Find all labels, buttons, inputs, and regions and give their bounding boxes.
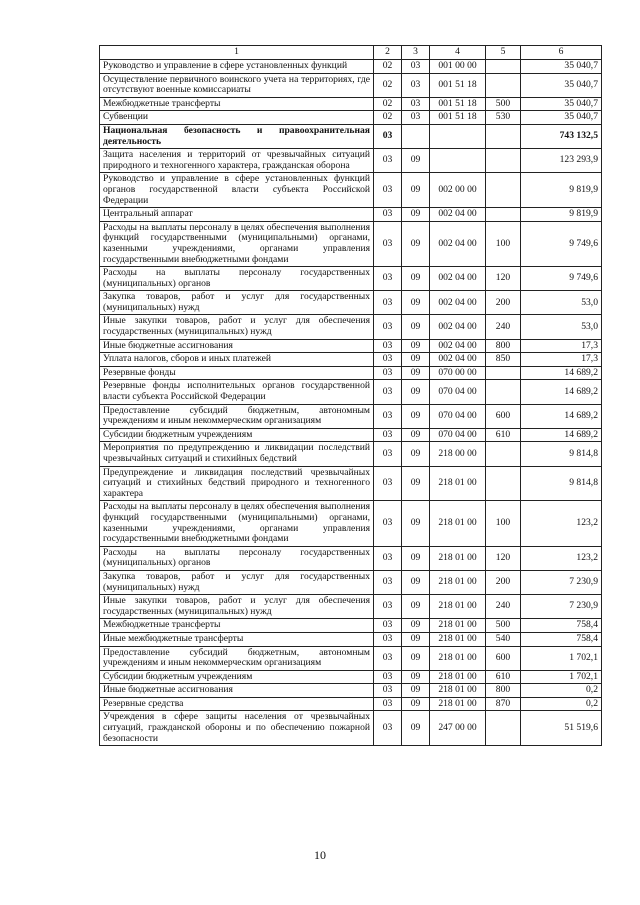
expense-type-cell: 100 [486,221,521,266]
section-code-cell: 03 [374,221,402,266]
section-code-cell: 03 [374,442,402,466]
amount-cell: 123,2 [521,546,602,570]
target-article-cell: 002 04 00 [430,221,486,266]
row-name-cell: Расходы на выплаты персоналу государственных (муниципальных) органов [100,267,374,291]
subsection-code-cell: 09 [402,366,430,380]
expense-type-cell: 500 [486,619,521,633]
table-row [100,466,602,501]
target-article-cell: 070 04 00 [430,380,486,404]
table-row [100,711,602,746]
target-article-cell: 070 04 00 [430,404,486,428]
expense-type-cell: 500 [486,97,521,111]
expense-type-cell: 600 [486,646,521,670]
row-name-cell: Национальная безопасность и правоохранительная деятельность [100,124,374,148]
target-article-cell: 218 01 00 [430,595,486,619]
section-code-cell: 03 [374,646,402,670]
amount-cell: 53,0 [521,315,602,339]
target-article-cell: 001 00 00 [430,60,486,74]
target-article-cell: 001 51 18 [430,73,486,97]
row-name-cell: Межбюджетные трансферты [100,619,374,633]
table-row [100,97,602,111]
amount-cell: 51 519,6 [521,711,602,746]
column-header: 2 [374,46,402,60]
target-article-cell: 218 01 00 [430,570,486,594]
expense-type-cell: 530 [486,111,521,125]
amount-cell: 14 689,2 [521,404,602,428]
expense-type-cell [486,73,521,97]
target-article-cell [430,149,486,173]
expense-type-cell: 200 [486,570,521,594]
row-name-cell: Расходы на выплаты персоналу государственных (муниципальных) органов [100,546,374,570]
table-row [100,684,602,698]
target-article-cell: 002 04 00 [430,267,486,291]
amount-cell: 9 819,9 [521,173,602,208]
expense-type-cell [486,711,521,746]
section-code-cell: 03 [374,173,402,208]
row-name-cell: Межбюджетные трансферты [100,97,374,111]
section-code-cell: 02 [374,60,402,74]
section-code-cell: 02 [374,97,402,111]
target-article-cell: 002 04 00 [430,339,486,353]
section-code-cell: 03 [374,697,402,711]
amount-cell: 123,2 [521,501,602,546]
amount-cell: 7 230,9 [521,570,602,594]
table-row [100,428,602,442]
subsection-code-cell: 09 [402,208,430,222]
section-code-cell: 03 [374,684,402,698]
expense-type-cell: 240 [486,595,521,619]
column-header: 6 [521,46,602,60]
table-row [100,291,602,315]
amount-cell: 9 819,9 [521,208,602,222]
row-name-cell: Мероприятия по предупреждению и ликвидации последствий чрезвычайных ситуаций и стихийных бедствий [100,442,374,466]
table-row [100,124,602,148]
expense-type-cell: 600 [486,404,521,428]
expense-type-cell: 610 [486,670,521,684]
amount-cell: 0,2 [521,697,602,711]
row-name-cell: Расходы на выплаты персоналу в целях обеспечения выполнения функций государственными (муниципальными) органами, казенными учреждениями, органами управления государственными внебюджетными фондами [100,221,374,266]
row-name-cell: Закупка товаров, работ и услуг для государственных (муниципальных) нужд [100,291,374,315]
section-code-cell: 03 [374,366,402,380]
expense-type-cell [486,380,521,404]
table-row [100,595,602,619]
expense-type-cell: 200 [486,291,521,315]
amount-cell: 0,2 [521,684,602,698]
amount-cell: 9 749,6 [521,221,602,266]
target-article-cell: 218 01 00 [430,684,486,698]
expense-type-cell: 870 [486,697,521,711]
section-code-cell: 03 [374,595,402,619]
target-article-cell: 001 51 18 [430,97,486,111]
row-name-cell: Осуществление первичного воинского учета на территориях, где отсутствуют военные комиссариаты [100,73,374,97]
expense-type-cell: 800 [486,684,521,698]
amount-cell: 35 040,7 [521,60,602,74]
section-code-cell: 03 [374,546,402,570]
table-row [100,111,602,125]
subsection-code-cell: 09 [402,711,430,746]
expense-type-cell [486,442,521,466]
target-article-cell: 218 01 00 [430,632,486,646]
subsection-code-cell: 09 [402,315,430,339]
amount-cell: 35 040,7 [521,73,602,97]
column-header: 3 [402,46,430,60]
target-article-cell: 001 51 18 [430,111,486,125]
amount-cell: 14 689,2 [521,366,602,380]
row-name-cell: Иные закупки товаров, работ и услуг для обеспечения государственных (муниципальных) нужд [100,315,374,339]
table-row [100,619,602,633]
target-article-cell: 218 00 00 [430,442,486,466]
subsection-code-cell: 09 [402,595,430,619]
amount-cell: 1 702,1 [521,670,602,684]
subsection-code-cell: 09 [402,697,430,711]
subsection-code-cell: 09 [402,619,430,633]
row-name-cell: Предоставление субсидий бюджетным, автономным учреждениям и иным некоммерческим организациям [100,646,374,670]
target-article-cell: 002 04 00 [430,208,486,222]
table-row [100,366,602,380]
expense-type-cell [486,466,521,501]
subsection-code-cell: 09 [402,380,430,404]
expense-type-cell [486,208,521,222]
amount-cell: 14 689,2 [521,428,602,442]
page-number: 10 [314,848,326,862]
subsection-code-cell: 09 [402,428,430,442]
amount-cell: 123 293,9 [521,149,602,173]
row-name-cell: Предоставление субсидий бюджетным, автономным учреждениям и иным некоммерческим организациям [100,404,374,428]
section-code-cell: 03 [374,501,402,546]
section-code-cell: 03 [374,711,402,746]
target-article-cell [430,124,486,148]
subsection-code-cell: 09 [402,670,430,684]
section-code-cell: 03 [374,353,402,367]
column-header: 1 [100,46,374,60]
target-article-cell: 218 01 00 [430,646,486,670]
row-name-cell: Расходы на выплаты персоналу в целях обеспечения выполнения функций государственными (муниципальными) органами, казенными учреждениями, органами управления государственными внебюджетными фондами [100,501,374,546]
table-row [100,570,602,594]
amount-cell: 14 689,2 [521,380,602,404]
target-article-cell: 070 04 00 [430,428,486,442]
expense-type-cell: 240 [486,315,521,339]
amount-cell: 758,4 [521,619,602,633]
subsection-code-cell: 09 [402,291,430,315]
table-row [100,339,602,353]
table-row [100,501,602,546]
table-row [100,208,602,222]
table-row [100,221,602,266]
row-name-cell: Иные закупки товаров, работ и услуг для обеспечения государственных (муниципальных) нужд [100,595,374,619]
section-code-cell: 03 [374,149,402,173]
subsection-code-cell: 09 [402,501,430,546]
target-article-cell: 070 00 00 [430,366,486,380]
column-header: 5 [486,46,521,60]
row-name-cell: Иные бюджетные ассигнования [100,339,374,353]
amount-cell: 9 814,8 [521,442,602,466]
amount-cell: 53,0 [521,291,602,315]
expense-type-cell: 800 [486,339,521,353]
table-row [100,546,602,570]
expense-type-cell: 100 [486,501,521,546]
subsection-code-cell: 09 [402,646,430,670]
row-name-cell: Иные межбюджетные трансферты [100,632,374,646]
table-row [100,697,602,711]
subsection-code-cell [402,124,430,148]
expense-type-cell [486,149,521,173]
target-article-cell: 218 01 00 [430,619,486,633]
row-name-cell: Субвенции [100,111,374,125]
section-code-cell: 03 [374,380,402,404]
row-name-cell: Резервные средства [100,697,374,711]
subsection-code-cell: 09 [402,221,430,266]
expense-type-cell [486,124,521,148]
table-row [100,353,602,367]
row-name-cell: Руководство и управление в сфере установленных функций [100,60,374,74]
section-code-cell: 03 [374,267,402,291]
amount-cell: 35 040,7 [521,111,602,125]
amount-cell: 1 702,1 [521,646,602,670]
subsection-code-cell: 03 [402,73,430,97]
target-article-cell: 218 01 00 [430,501,486,546]
expense-type-cell [486,173,521,208]
expense-type-cell: 540 [486,632,521,646]
subsection-code-cell: 03 [402,111,430,125]
row-name-cell: Уплата налогов, сборов и иных платежей [100,353,374,367]
row-name-cell: Резервные фонды исполнительных органов государственной власти субъекта Российской Федерации [100,380,374,404]
section-code-cell: 03 [374,570,402,594]
row-name-cell: Резервные фонды [100,366,374,380]
section-code-cell: 03 [374,124,402,148]
subsection-code-cell: 09 [402,353,430,367]
row-name-cell: Субсидии бюджетным учреждениям [100,428,374,442]
target-article-cell: 002 00 00 [430,173,486,208]
target-article-cell: 002 04 00 [430,315,486,339]
section-code-cell: 03 [374,404,402,428]
section-code-cell: 03 [374,315,402,339]
table-row [100,632,602,646]
amount-cell: 9 749,6 [521,267,602,291]
expense-type-cell [486,366,521,380]
table-row [100,149,602,173]
expense-type-cell: 610 [486,428,521,442]
table-row [100,315,602,339]
expense-type-cell: 120 [486,546,521,570]
subsection-code-cell: 03 [402,60,430,74]
table-row [100,442,602,466]
table-row [100,60,602,74]
subsection-code-cell: 09 [402,267,430,291]
expense-type-cell: 120 [486,267,521,291]
amount-cell: 35 040,7 [521,97,602,111]
amount-cell: 17,3 [521,353,602,367]
budget-table [99,45,602,746]
table-row [100,404,602,428]
target-article-cell: 218 01 00 [430,670,486,684]
expense-type-cell [486,60,521,74]
row-name-cell: Центральный аппарат [100,208,374,222]
table-row [100,267,602,291]
subsection-code-cell: 09 [402,404,430,428]
table-row [100,173,602,208]
table-row [100,73,602,97]
section-code-cell: 03 [374,619,402,633]
subsection-code-cell: 09 [402,149,430,173]
section-code-cell: 03 [374,632,402,646]
section-code-cell: 03 [374,291,402,315]
section-code-cell: 03 [374,428,402,442]
row-name-cell: Субсидии бюджетным учреждениям [100,670,374,684]
header-row [100,46,602,60]
subsection-code-cell: 09 [402,173,430,208]
target-article-cell: 002 04 00 [430,353,486,367]
target-article-cell: 218 01 00 [430,697,486,711]
expense-type-cell: 850 [486,353,521,367]
amount-cell: 17,3 [521,339,602,353]
row-name-cell: Руководство и управление в сфере установленных функций органов государственной власти субъекта Российской Федерации [100,173,374,208]
subsection-code-cell: 03 [402,97,430,111]
subsection-code-cell: 09 [402,570,430,594]
target-article-cell: 247 00 00 [430,711,486,746]
target-article-cell: 218 01 00 [430,466,486,501]
subsection-code-cell: 09 [402,466,430,501]
amount-cell: 758,4 [521,632,602,646]
table-row [100,670,602,684]
section-code-cell: 03 [374,339,402,353]
row-name-cell: Учреждения в сфере защиты населения от чрезвычайных ситуаций, гражданской обороны и по обеспечению пожарной безопасности [100,711,374,746]
amount-cell: 7 230,9 [521,595,602,619]
row-name-cell: Предупреждение и ликвидация последствий чрезвычайных ситуаций и стихийных бедствий природного и техногенного характера [100,466,374,501]
target-article-cell: 002 04 00 [430,291,486,315]
column-header: 4 [430,46,486,60]
section-code-cell: 03 [374,466,402,501]
row-name-cell: Иные бюджетные ассигнования [100,684,374,698]
subsection-code-cell: 09 [402,632,430,646]
subsection-code-cell: 09 [402,339,430,353]
row-name-cell: Защита населения и территорий от чрезвычайных ситуаций природного и техногенного характера, гражданская оборона [100,149,374,173]
table-row [100,380,602,404]
amount-cell: 9 814,8 [521,466,602,501]
subsection-code-cell: 09 [402,684,430,698]
subsection-code-cell: 09 [402,546,430,570]
table-row [100,646,602,670]
row-name-cell: Закупка товаров, работ и услуг для государственных (муниципальных) нужд [100,570,374,594]
subsection-code-cell: 09 [402,442,430,466]
section-code-cell: 03 [374,670,402,684]
section-code-cell: 02 [374,111,402,125]
target-article-cell: 218 01 00 [430,546,486,570]
amount-cell: 743 132,5 [521,124,602,148]
section-code-cell: 02 [374,73,402,97]
section-code-cell: 03 [374,208,402,222]
